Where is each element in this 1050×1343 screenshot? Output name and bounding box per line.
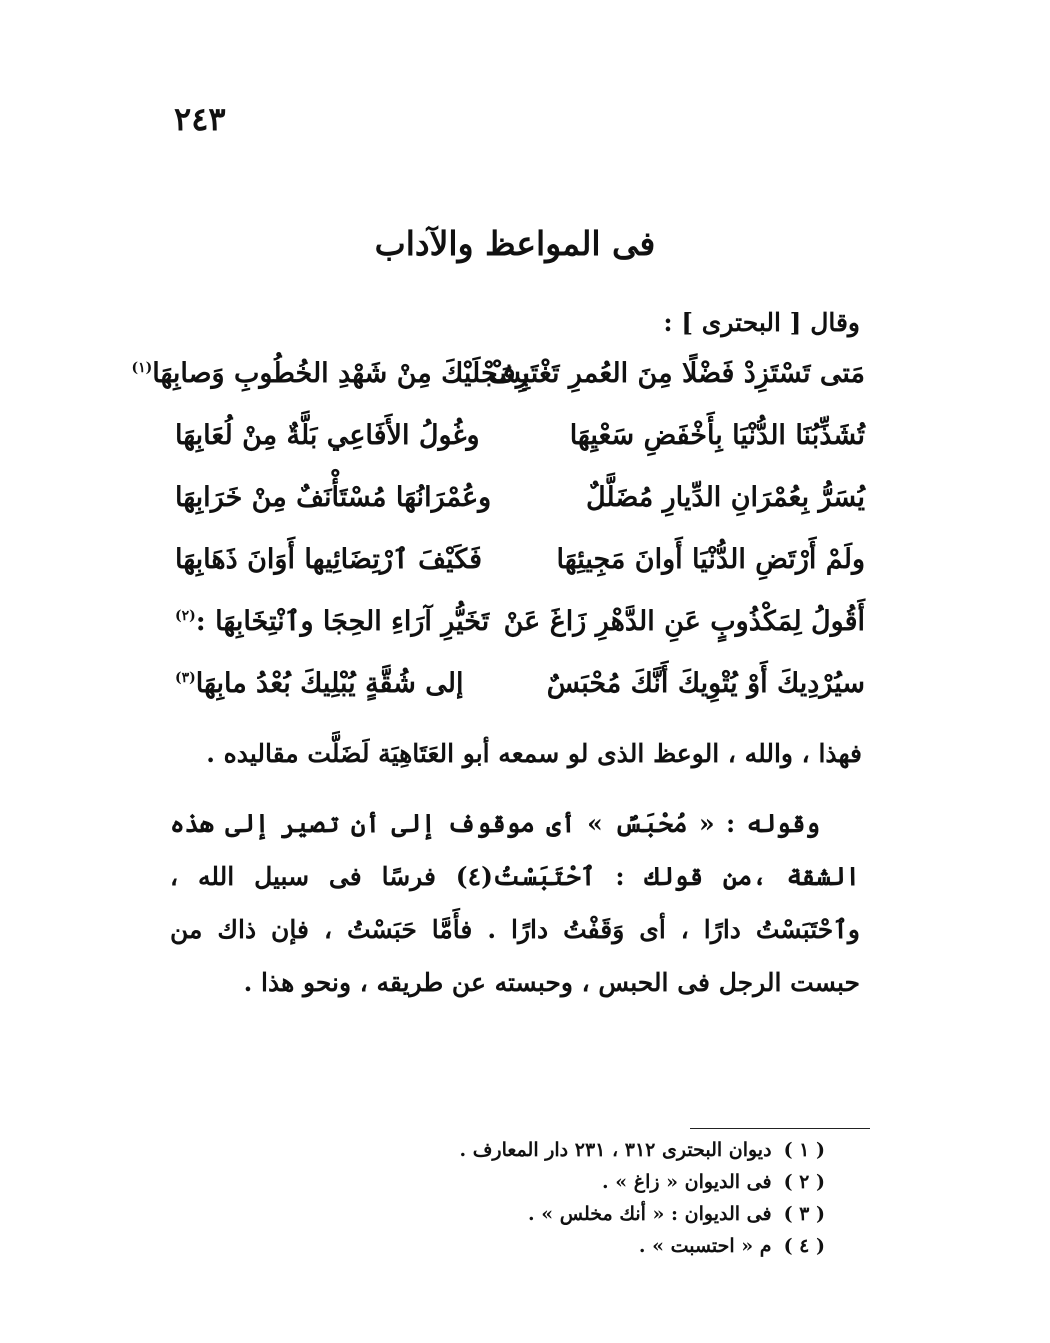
poem (131, 358, 865, 730)
verse-first-hemistich: سيُرْدِيكَ أَوْ يُتْوِيكَ أَنَّكَ مُحْبَسٌ (546, 668, 865, 699)
verse (175, 420, 865, 482)
verse (175, 606, 865, 668)
footnote (459, 1166, 825, 1198)
verse-second-hemistich (175, 544, 530, 575)
footnote-text: ديوان البحترى ٣١٢ ، ٢٣١ دار المعارف . (459, 1139, 772, 1161)
verse (175, 482, 865, 544)
verse-second-text: فَكَيْفَ ٱرْتِضَائِيها أَوَانَ ذَهَابِهَا (175, 544, 483, 575)
page-number: ٢٤٣ (174, 100, 226, 138)
verse-second-hemistich (175, 668, 530, 699)
verse (131, 358, 865, 420)
footnote-number: ( ٣ ) (783, 1203, 825, 1225)
section-title: فى المواعظ والآداب (374, 224, 656, 263)
verse-first-hemistich: أَقُولُ لِمَكْذُوبٍ عَنِ الدَّهْرِ زَاغَ عَنْ (503, 606, 865, 637)
footnote (459, 1134, 825, 1166)
verse-second-text: وعُمْرَانُهَا مُسْتَأْنَفٌ مِنْ خَرَابِهَا (175, 482, 492, 513)
footnote-number: ( ٢ ) (783, 1171, 825, 1193)
footnote-divider (690, 1128, 870, 1129)
commentary-paragraph: فهذا ، والله ، الوعظ الذى لو سمعه أبو العَتَاهِيَة لَضَلَّت مقاليده . (206, 739, 862, 768)
verse-second-text: تَخَيُّرِ آرَاءِ الحِجَا وٱنْتِخَابِهَا : (195, 606, 490, 637)
footnote-number: ( ٤ ) (783, 1235, 825, 1257)
footnote-ref: (١) (131, 360, 153, 376)
footnote (459, 1198, 825, 1230)
footnote-text: فى الديوان « زاغ » . (602, 1171, 772, 1193)
verse-second-hemistich (175, 420, 530, 451)
verse-second-hemistich (175, 606, 530, 637)
explanation-paragraph: وقوله : « مُحْبَسٌ » أى موقوف إلى أن تصير إلى هذه الشقة ،من قولك : ٱحْتَبَسْتُ(٤) فرسًا فى سبيل الله ، وٱحْتَبَسْتُ دارًا ، أى وَقَفْتُ دارًا . فأَمَّا حَبَسْتُ ، فإن ذاك من حبست الرجل فى الحبس ، وحبسته عن طريقه ، ونحو هذا . (170, 809, 860, 997)
footnote-text: فى الديوان : « أنك مخلس » . (528, 1203, 772, 1225)
footnote-text: م « احتسبت » . (638, 1235, 772, 1257)
footnote (459, 1230, 825, 1262)
verse (175, 668, 865, 730)
verse (175, 544, 865, 606)
verse-second-text: بِسَجْلَيْكَ مِنْ شَهْدِ الخُطُوبِ وَصابِهَا (152, 358, 530, 389)
verse-second-hemistich (131, 358, 530, 389)
footnote-ref: (٣) (175, 670, 196, 686)
verse-second-hemistich (175, 482, 530, 513)
verse-first-hemistich: تُشَذِّبُنَا الدُّنْيَا بِأَخْفَضِ سَعْيِهَا (569, 420, 865, 451)
poem-intro: وقال [ البحترى ] : (663, 308, 860, 337)
verse-first-hemistich: يُسَرُّ بِعُمْرَانِ الدِّيارِ مُضَلَّلٌ (585, 482, 865, 513)
verse-second-text: إلى شُقَّةٍ يُبْلِيكَ بُعْدُ مابِهَا (195, 668, 464, 699)
footnotes (459, 1134, 825, 1262)
footnote-number: ( ١ ) (783, 1139, 825, 1161)
verse-first-hemistich: ولَمْ أَرْتَضِ الدُّنْيَا أَوانَ مَجِيئِهَا (556, 544, 865, 575)
verse-first-hemistich: مَتى تَسْتَزِدْ فَضْلًا مِنَ العُمرِ تَغْتَرِفْ (487, 358, 865, 389)
footnote-ref: (٢) (175, 608, 196, 624)
verse-second-text: وغُولُ الأَفَاعِي بَلَّةٌ مِنْ لُعَابِهَا (175, 420, 480, 451)
